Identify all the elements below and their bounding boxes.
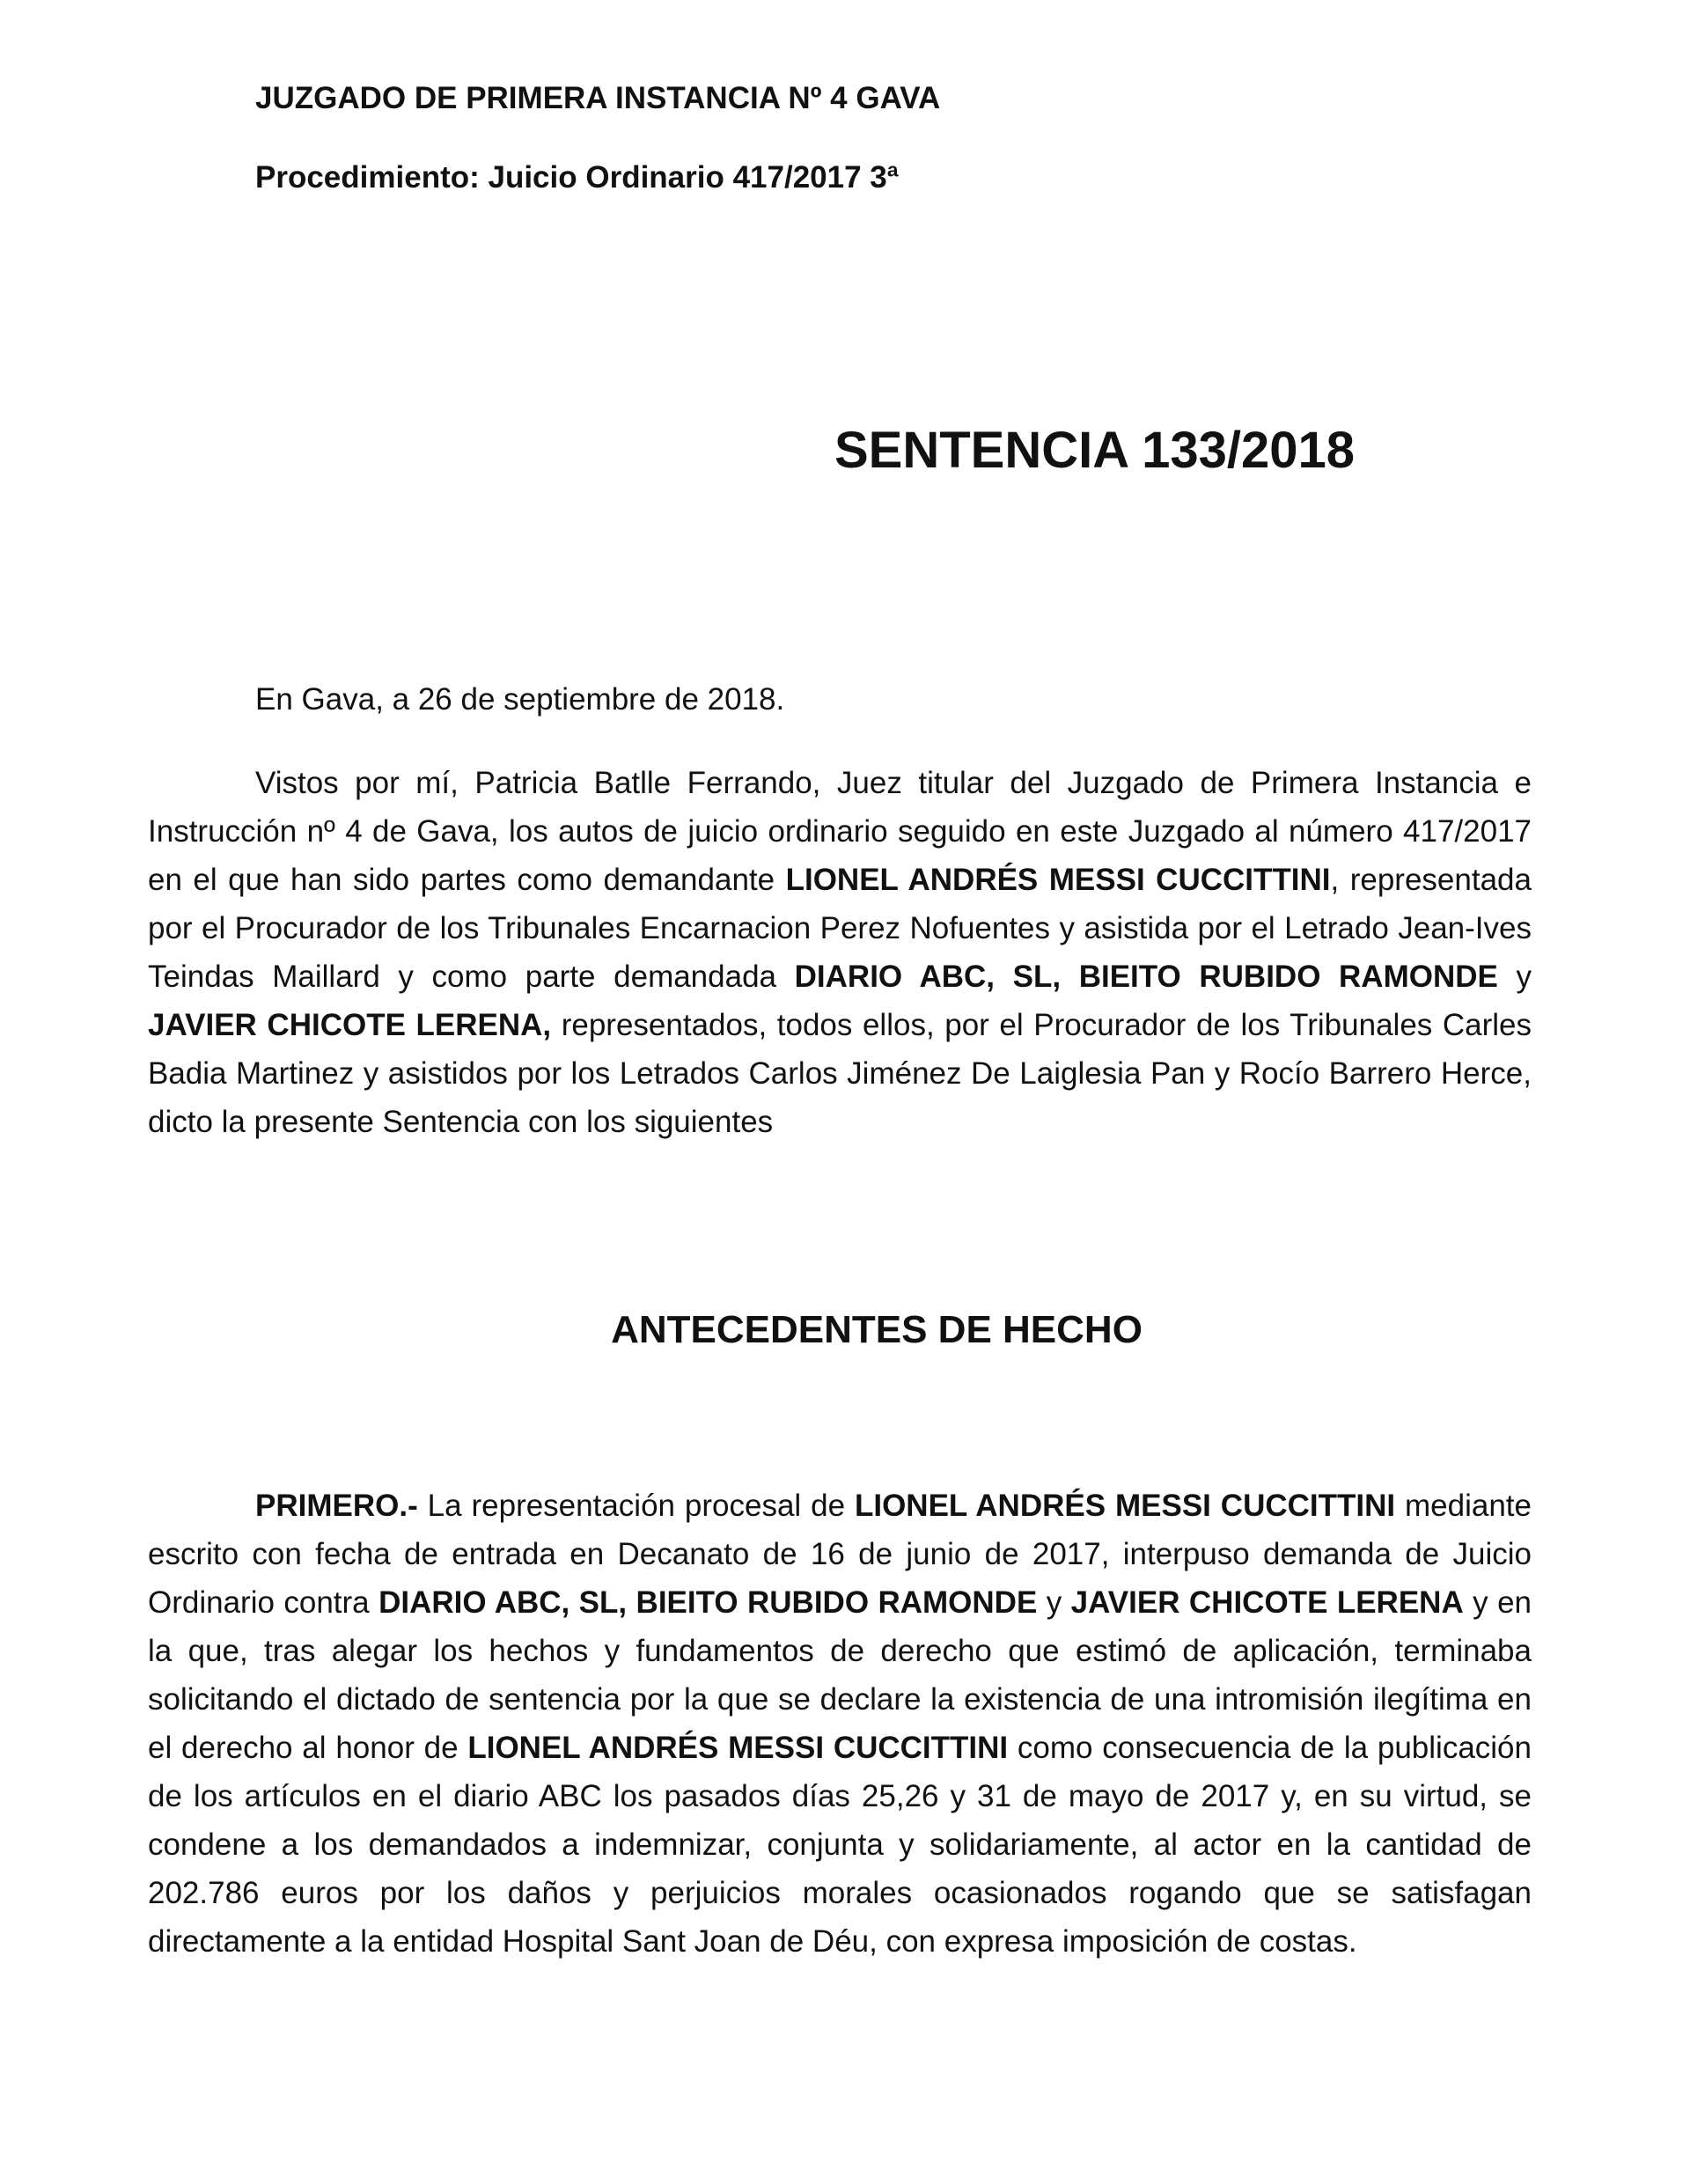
defendants-names: DIARIO ABC, SL, BIEITO RUBIDO RAMONDE xyxy=(378,1585,1038,1620)
sentence-title: SENTENCIA 133/2018 xyxy=(834,422,1356,479)
primero-text-5: como consecuencia de la publicación de los artículos en el diario ABC los pasados días 25,26 y 31 de mayo de 2017 y, en su virtud, se condene a los demandados a indemnizar, conjunta y solidariamente, al actor en la cantidad de 202.786 euros por los daños y perjuicios morales ocasionados rogando que se satisfagan directamente a la entidad Hospital Sant Joan de Déu, con expresa imposición de costas. xyxy=(148,1731,1532,1959)
section-heading: ANTECEDENTES DE HECHO xyxy=(611,1308,1143,1351)
plaintiff-name: LIONEL ANDRÉS MESSI CUCCITTINI xyxy=(854,1489,1396,1523)
vistos-text-1: Vistos por mí, Patricia Batlle Ferrando, Juez titular del Juzgado de Primera Instancia e Instrucción nº 4 de Gava, los autos de juicio ordinario seguido en este Juzgado al número 417/2017 en el que han sido partes como demandante xyxy=(148,766,1532,897)
vistos-text-2: , representada por el Procurador de los Tribunales Encarnacion Perez Nofuentes y asistida por el Letrado Jean-Ives Teindas Maillard y como parte demandada xyxy=(148,863,1532,994)
procedure-reference: Procedimiento: Juicio Ordinario 417/2017 3ª xyxy=(255,160,899,195)
primero-text-3: y xyxy=(1037,1585,1071,1620)
plaintiff-name: LIONEL ANDRÉS MESSI CUCCITTINI xyxy=(467,1731,1009,1765)
defendants-names: DIARIO ABC, SL, BIEITO RUBIDO RAMONDE xyxy=(794,960,1498,994)
court-name: JUZGADO DE PRIMERA INSTANCIA Nº 4 GAVA xyxy=(255,81,941,115)
vistos-paragraph xyxy=(148,759,1532,1146)
primero-text-1: La representación procesal de xyxy=(417,1489,855,1523)
primero-label: PRIMERO.- xyxy=(255,1489,418,1523)
vistos-text-4: representados, todos ellos, por el Procurador de los Tribunales Carles Badia Martinez y asistidos por los Letrados Carlos Jiménez De Laiglesia Pan y Rocío Barrero Herce, dicto la presente Sentencia con los siguientes xyxy=(148,1008,1532,1139)
date-line: En Gava, a 26 de septiembre de 2018. xyxy=(255,682,785,717)
primero-paragraph xyxy=(148,1482,1532,1966)
plaintiff-name: LIONEL ANDRÉS MESSI CUCCITTINI xyxy=(785,863,1331,897)
vistos-text-3: y xyxy=(1497,960,1532,994)
primero-text-2: mediante escrito con fecha de entrada en Decanato de 16 de junio de 2017, interpuso demanda de Juicio Ordinario contra xyxy=(148,1489,1532,1620)
defendant-name: JAVIER CHICOTE LERENA xyxy=(1070,1585,1464,1620)
primero-text-4: y en la que, tras alegar los hechos y fundamentos de derecho que estimó de aplicación, terminaba solicitando el dictado de sentencia por la que se declare la existencia de una intromisión ilegítima en el derecho al honor de xyxy=(148,1585,1532,1765)
defendant-name: JAVIER CHICOTE LERENA, xyxy=(148,1008,552,1042)
